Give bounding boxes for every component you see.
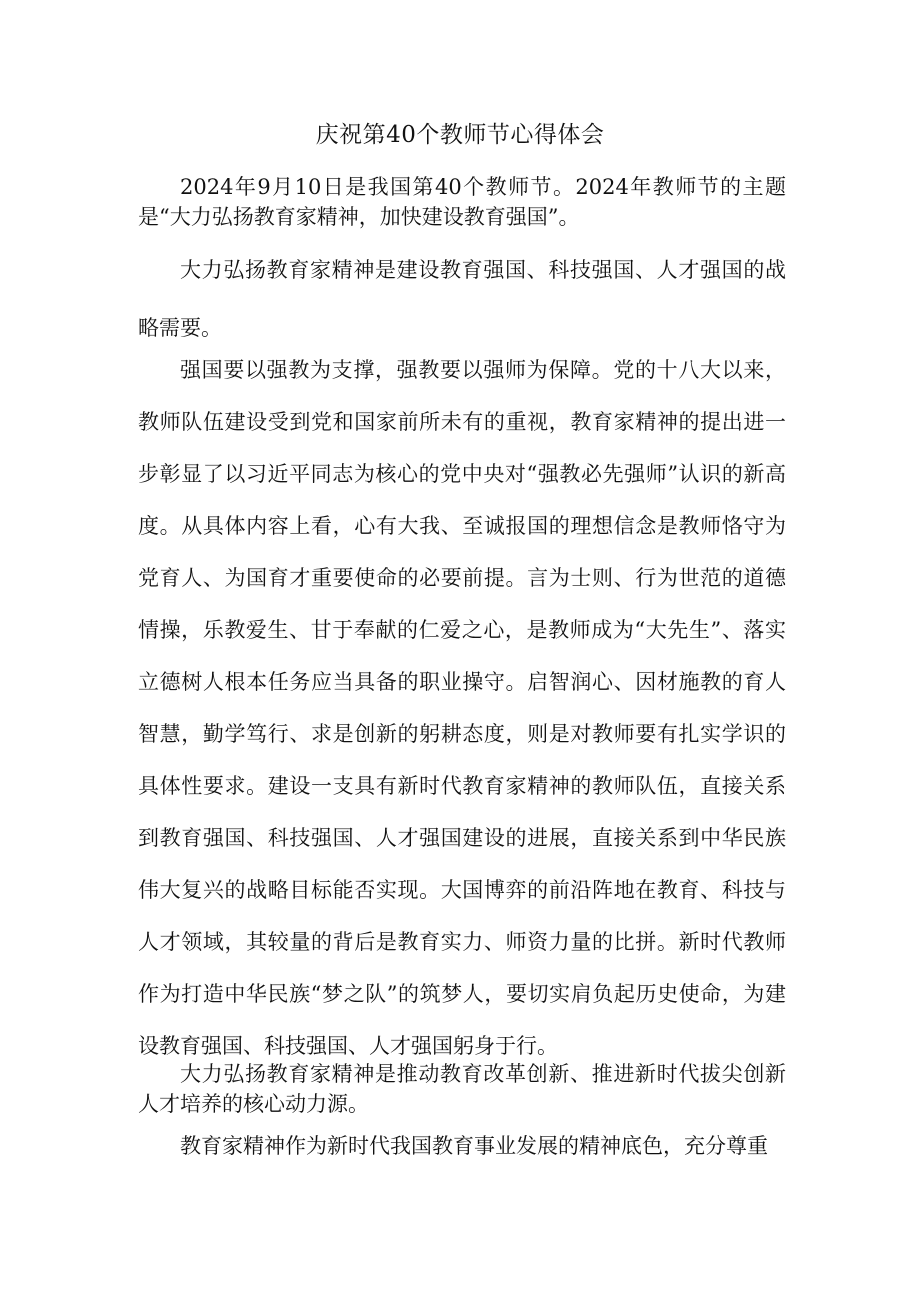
paragraph-strong-teachers: 强国要以强教为支撑，强教要以强师为保障。党的十八大以来，教师队伍建设受到党和国家前所未有的重视，教育家精神的提出进一步彰显了以习近平同志为核心的党中央对“强教必先强师”认识的新高度。从具体内容上看，心有大我、至诚报国的理想信念是教师恪守为党育人、为国育才重要使命的必要前提。言为士则、行为世范的道德情操，乐教爱生、甘于奉献的仁爱之心，是教师成为“大先生”、落实立德树人根本任务应当具备的职业操守。启智润心、因材施教的育人智慧，勤学笃行、求是创新的躬耕态度，则是对教师要有扎实学识的具体性要求。建设一支具有新时代教育家精神的教师队伍，直接关系到教育强国、科技强国、人才强国建设的进展，直接关系到中华民族伟大复兴的战略目标能否实现。大国博弈的前沿阵地在教育、科技与人才领域，其较量的背后是教育实力、师资力量的比拼。新时代教师作为打造中华民族“梦之队”的筑梦人，要切实肩负起历史使命，为建设教育强国、科技强国、人才强国躬身于行。 [138,358,786,1058]
paragraph-strategic-need: 大力弘扬教育家精神是建设教育强国、科技强国、人才强国的战略需要。 [138,258,786,340]
document-title: 庆祝第40个教师节心得体会 [315,122,605,148]
paragraph-spiritual-foundation: 教育家精神作为新时代我国教育事业发展的精神底色，充分尊重 [180,1134,768,1158]
paragraph-innovation-driver: 大力弘扬教育家精神是推动教育改革创新、推进新时代拔尖创新人才培养的核心动力源。 [138,1062,786,1116]
paragraph-theme: 2024年9月10日是我国第40个教师节。2024年教师节的主题是“大力弘扬教育家精神，加快建设教育强国”。 [138,175,786,229]
